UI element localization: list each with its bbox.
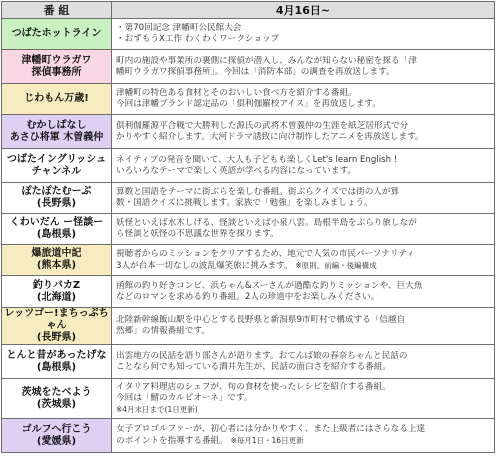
program-subtitle: チャンネル xyxy=(31,165,82,177)
program-description: 算数と国語をテーマに街ぶらを楽しむ番組。街ぶらクイズでは街の人が算 数・国語クイズに挑戦します。家族で「勉強」を楽しみましょう。 xyxy=(112,183,495,214)
program-name xyxy=(2,419,112,453)
program-description: 出雲地方の民話を語り部さんが語ります。おてんば娘の春奈ちゃんと民話の ことなら何でも知っている酒井先生が、民話の面白さを紹介する番組。 xyxy=(112,345,495,379)
program-title: つばたイングリッシュ xyxy=(6,153,107,165)
program-row xyxy=(2,19,495,50)
program-name xyxy=(2,245,112,276)
program-description: 女子プロゴルファーが、初心者には分かりやすく、また上級者にはさらなる上達 のポイントを指導する番組。 ※毎月1日・16日更新 xyxy=(112,419,495,453)
program-region: (北海道) xyxy=(36,291,77,303)
program-row xyxy=(2,379,495,419)
program-name xyxy=(2,214,112,245)
program-row xyxy=(2,276,495,308)
program-row xyxy=(2,115,495,149)
program-title: じわもん万歳! xyxy=(24,93,89,104)
program-name xyxy=(2,379,112,419)
program-title: 爆旅道中記 xyxy=(31,248,82,259)
program-name xyxy=(2,345,112,379)
program-region: (熊本県) xyxy=(36,260,77,271)
program-row xyxy=(2,84,495,115)
program-title: 津幡町ウラガワ xyxy=(21,54,92,66)
program-title: つばたホットライン xyxy=(11,28,102,39)
program-row xyxy=(2,245,495,276)
program-description: 町内の施設や事業所の裏側に探偵が潜入し、みんなが知らない秘密を探る「津 幡町ウラガワ探偵事務所」。今回は「消防本部」の調査を再放送します。 xyxy=(112,50,495,84)
program-name xyxy=(2,183,112,214)
program-description: イタリア料理店のシェフが、旬の食材を使ったレシピを紹介する番組。 今回は「鯖のカルピオーネ」です。 ※4月末日まで(1日更新) xyxy=(112,379,495,419)
program-name xyxy=(2,19,112,50)
program-row xyxy=(2,308,495,345)
program-subtitle: 探偵事務所 xyxy=(31,66,82,78)
program-description: 妖怪といえば水木しげる、怪談といえば小泉八雲。島根半島をぶらり旅しなが ら怪談と妖怪の不思議な世界を探ります。 xyxy=(112,214,495,245)
program-name xyxy=(2,84,112,115)
program-region: (島根県) xyxy=(36,361,77,373)
program-description: ・第70回記念 津幡町公民館大会 ・おずもうX工作 わくわくワークショップ xyxy=(112,19,495,50)
program-note: ※毎月1日・16日更新 xyxy=(230,436,304,445)
program-name xyxy=(2,50,112,84)
program-title: レッツゴー!まちっぷちゃん xyxy=(4,308,109,331)
program-region: (愛媛県) xyxy=(36,435,77,447)
program-title: 茨城をたべよう xyxy=(21,386,92,398)
program-description: 北陸新幹線飯山駅を中心とする長野県と新潟県9市町村で構成する「信越自 然郷」の情報番組です。 xyxy=(112,308,495,345)
program-title: むかしばなし xyxy=(26,119,87,131)
program-note: ※原則、前編・後編構成 xyxy=(295,260,377,270)
program-row xyxy=(2,50,495,84)
date-column-header: 4月16日~ xyxy=(112,2,495,19)
program-column-header: 番 組 xyxy=(2,2,112,19)
program-region: (島根県) xyxy=(36,229,77,240)
program-row xyxy=(2,183,495,214)
program-region: (長野県) xyxy=(36,198,77,209)
program-region: (茨城県) xyxy=(36,398,77,410)
program-note: ※4月末日まで(1日更新) xyxy=(116,405,198,414)
program-row xyxy=(2,149,495,183)
program-title: 釣りバカZ xyxy=(32,279,81,291)
schedule-table xyxy=(1,1,495,453)
program-description: 津幡町の特色ある食材とそのおいしい食べ方を紹介する番組。 今回は津幡ブランド認定品の「俱利伽羅校アイス」を再放送します。 xyxy=(112,84,495,115)
program-row xyxy=(2,419,495,453)
program-description: 俱利伽羅源平合戦で大勝利した源氏の武将木曽義仲の生涯を紙芝居形式で分 かりやすく紹介します。大河ドラマ誘致に向け制作したアニメを再放送します。 xyxy=(112,115,495,149)
program-name xyxy=(2,115,112,149)
program-title: くわいだん ー怪談ー xyxy=(9,217,104,228)
program-row xyxy=(2,345,495,379)
program-name xyxy=(2,149,112,183)
program-title: ゴルフへ行こう xyxy=(21,423,92,435)
program-name xyxy=(2,308,112,345)
program-title: とんと昔があったげな xyxy=(6,349,107,361)
program-description: 函館の釣り好きコンビ、浜ちゃん&スーさんが過酷な釣りミッションや、巨大魚 などのロマンを求める釣り番組。2人の珍道中をお楽しみください。 xyxy=(112,276,495,308)
program-description: ネイティブの発音を聞いて、大人も子どもも楽しくLet's learn English ! いろいろなテーマで楽しく英語が学べる内容になっています。 xyxy=(112,149,495,183)
program-description: 視聴者からのミッションをクリアするため、地元で人気の市民パーソナリティ 3人が台本一切なしの波乱爆笑旅に挑みます。 ※原則、前編・後編構成 xyxy=(112,245,495,276)
program-subtitle: あさひ将軍 木曽義仲 xyxy=(9,131,104,143)
program-row xyxy=(2,214,495,245)
program-name xyxy=(2,276,112,308)
program-title: ぽたぽたむーぶ xyxy=(21,186,92,197)
program-region: (長野県) xyxy=(36,332,77,343)
header-row xyxy=(2,2,495,19)
